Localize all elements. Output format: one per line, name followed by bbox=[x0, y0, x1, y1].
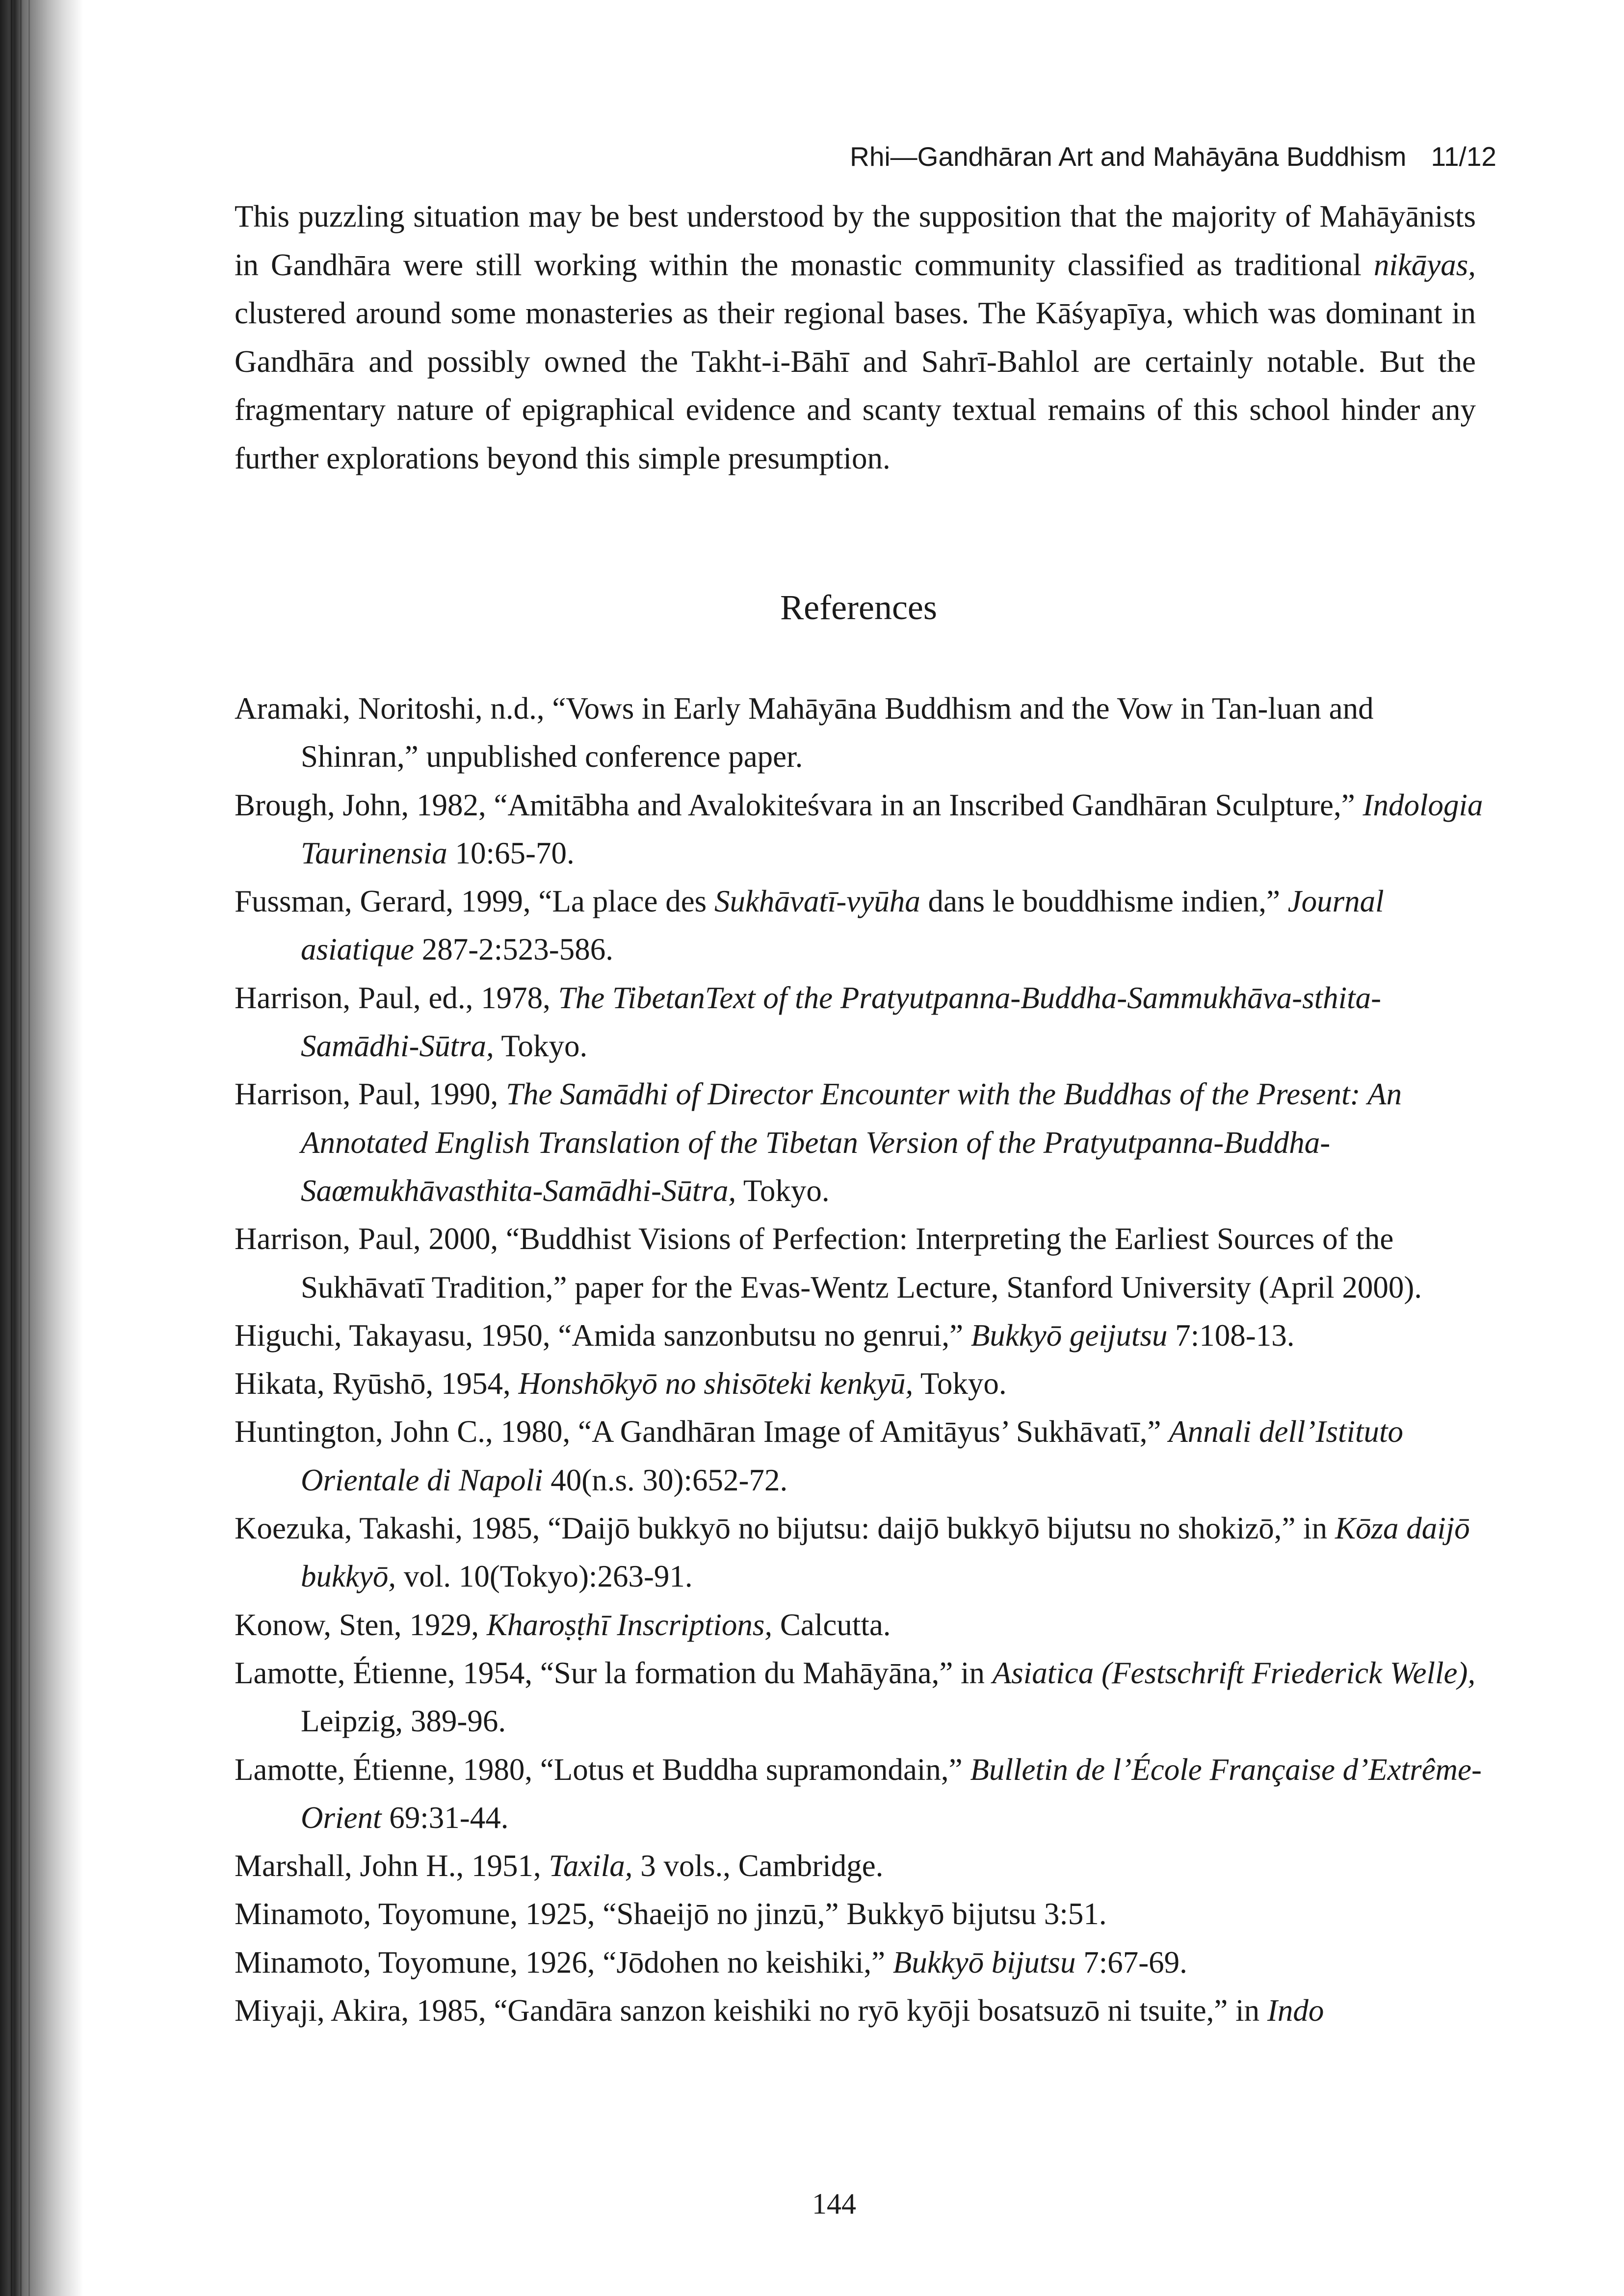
reference-entry bbox=[235, 1070, 1495, 1215]
reference-title-italic: Sukhāvatī-vyūha bbox=[714, 884, 920, 919]
reference-entry bbox=[235, 781, 1495, 878]
reference-text: Tokyo. bbox=[913, 1366, 1007, 1401]
reference-text: Minamoto, Toyomune, 1926, “Jōdohen no keishiki,” bbox=[235, 1945, 893, 1980]
body-text-italic: nikāyas, bbox=[1373, 247, 1476, 282]
body-text: This puzzling situation may be best understood by the supposition that the majority of Mahāyānists in Gandhāra were still working within the monastic community classified as traditional bbox=[235, 199, 1476, 282]
reference-title-italic: Taxila, bbox=[549, 1849, 633, 1883]
reference-title-italic: Bukkyō geijutsu bbox=[970, 1318, 1168, 1353]
reference-text: 3 vols., Cambridge. bbox=[632, 1849, 884, 1883]
binding-streak bbox=[28, 0, 30, 2296]
reference-text: Hikata, Ryūshō, 1954, bbox=[235, 1366, 519, 1401]
reference-entry bbox=[235, 1746, 1495, 1842]
reference-entry bbox=[235, 684, 1495, 781]
reference-text: 287-2:523-586. bbox=[414, 932, 613, 967]
scan-binding-shadow bbox=[0, 0, 83, 2296]
reference-title-italic: The TibetanText of the Pratyutpanna-Buddha-Sammukhāva-sthita-Samādhi-Sūtra, bbox=[301, 980, 1382, 1064]
reference-entry bbox=[235, 1890, 1495, 1938]
reference-text: Koezuka, Takashi, 1985, “Daijō bukkyō no bijutsu: daijō bukkyō bijutsu no shokizō,” in bbox=[235, 1511, 1335, 1546]
reference-entry bbox=[235, 1649, 1495, 1746]
reference-title-italic: Bukkyō bijutsu bbox=[892, 1945, 1076, 1980]
reference-text: Tokyo. bbox=[494, 1029, 588, 1064]
reference-entry bbox=[235, 1359, 1495, 1408]
reference-text: Calcutta. bbox=[772, 1607, 891, 1642]
binding-streak bbox=[11, 0, 12, 2296]
reference-text: 7:108-13. bbox=[1167, 1318, 1295, 1353]
running-title: Rhi—Gandhāran Art and Mahāyāna Buddhism bbox=[850, 141, 1407, 172]
reference-entry bbox=[235, 1938, 1495, 1986]
reference-text: 10:65-70. bbox=[447, 835, 575, 870]
reference-text: Lamotte, Étienne, 1954, “Sur la formation du Mahāyāna,” in bbox=[235, 1655, 993, 1690]
reference-entry bbox=[235, 1504, 1495, 1601]
reference-text: vol. 10(Tokyo):263-91. bbox=[396, 1559, 693, 1594]
reference-entry bbox=[235, 1215, 1495, 1311]
reference-title-italic: Honshōkyō no shisōteki kenkyū, bbox=[518, 1366, 914, 1401]
reference-text: Harrison, Paul, 2000, “Buddhist Visions of Perfection: Interpreting the Earliest Sources of the Sukhāvatī Tradition,” paper for the Evas-Wentz Lecture, Stanford University (April 2000). bbox=[235, 1222, 1422, 1305]
reference-text: Leipzig, 389-96. bbox=[301, 1704, 506, 1739]
body-paragraph bbox=[235, 192, 1476, 482]
reference-list bbox=[235, 684, 1495, 2035]
reference-title-italic: Asiatica (Festschrift Friederick Welle), bbox=[992, 1655, 1476, 1690]
reference-text: dans le bouddhisme indien,” bbox=[920, 884, 1288, 919]
reference-entry bbox=[235, 1311, 1495, 1359]
reference-text: Minamoto, Toyomune, 1925, “Shaeijō no jinzū,” Bukkyō bijutsu 3:51. bbox=[235, 1897, 1107, 1931]
page-number: 144 bbox=[812, 2188, 856, 2220]
reference-title-italic: Journal asiatique bbox=[301, 884, 1384, 967]
reference-text: Aramaki, Noritoshi, n.d., “Vows in Early Mahāyāna Buddhism and the Vow in Tan-luan and Shinran,” unpublished conference paper. bbox=[235, 691, 1374, 774]
reference-text: Huntington, John C., 1980, “A Gandhāran Image of Amitāyus’ Sukhāvatī,” bbox=[235, 1414, 1169, 1449]
reference-title-italic: Bulletin de l’École Française d’Extrême-Orient bbox=[301, 1752, 1482, 1835]
reference-text: Harrison, Paul, ed., 1978, bbox=[235, 980, 558, 1015]
reference-text: Marshall, John H., 1951, bbox=[235, 1849, 549, 1883]
reference-entry bbox=[235, 1601, 1495, 1649]
reference-entry bbox=[235, 877, 1495, 974]
reference-text: 69:31-44. bbox=[381, 1800, 509, 1835]
reference-title-italic: Indo bbox=[1267, 1993, 1324, 2028]
reference-text: 7:67-69. bbox=[1075, 1945, 1187, 1980]
reference-title-italic: Annali dell’Istituto Orientale di Napoli bbox=[301, 1414, 1403, 1497]
reference-text: Brough, John, 1982, “Amitābha and Avalokiteśvara in an Inscribed Gandhāran Sculpture,” bbox=[235, 787, 1363, 822]
reference-title-italic: Kōza daijō bukkyō, bbox=[301, 1511, 1470, 1594]
reference-text: Fussman, Gerard, 1999, “La place des bbox=[235, 884, 714, 919]
reference-text: Miyaji, Akira, 1985, “Gandāra sanzon keishiki no ryō kyōji bosatsuzō ni tsuite,” in bbox=[235, 1993, 1267, 2028]
reference-title-italic: Indologia Taurinensia bbox=[301, 787, 1483, 870]
body-text: clustered around some monasteries as their regional bases. The Kāśyapīya, which was dominant in Gandhāra and possibly owned the Takht-i-Bāhī and Sahrī-Bahlol are certainly notable. But the fragmentary nature of epigraphical evidence and scanty textual remains of this school hinder any further explorations beyond this simple presumption. bbox=[235, 296, 1476, 475]
reference-entry bbox=[235, 1842, 1495, 1890]
reference-entry bbox=[235, 974, 1495, 1070]
folio-reference: 11/12 bbox=[1431, 141, 1496, 172]
references-heading: References bbox=[780, 588, 937, 627]
reference-entry bbox=[235, 1408, 1495, 1504]
reference-text: Konow, Sten, 1929, bbox=[235, 1607, 487, 1642]
reference-text: Harrison, Paul, 1990, bbox=[235, 1077, 506, 1112]
reference-text: Tokyo. bbox=[736, 1173, 830, 1208]
running-head bbox=[687, 139, 1496, 174]
reference-text: Lamotte, Étienne, 1980, “Lotus et Buddha supramondain,” bbox=[235, 1752, 970, 1787]
reference-text: Higuchi, Takayasu, 1950, “Amida sanzonbutsu no genrui,” bbox=[235, 1318, 971, 1353]
reference-title-italic: The Samādhi of Director Encounter with the Buddhas of the Present: An Annotated English Translation of the Tibetan Version of the Pratyutpanna-Buddha-Saœmukhāvasthita-Samādhi-Sūtra, bbox=[301, 1077, 1402, 1208]
reference-text: 40(n.s. 30):652-72. bbox=[543, 1462, 788, 1497]
binding-streak bbox=[20, 0, 22, 2296]
reference-entry bbox=[235, 1986, 1495, 2035]
reference-title-italic: Kharoṣṭhī Inscriptions, bbox=[486, 1607, 773, 1642]
